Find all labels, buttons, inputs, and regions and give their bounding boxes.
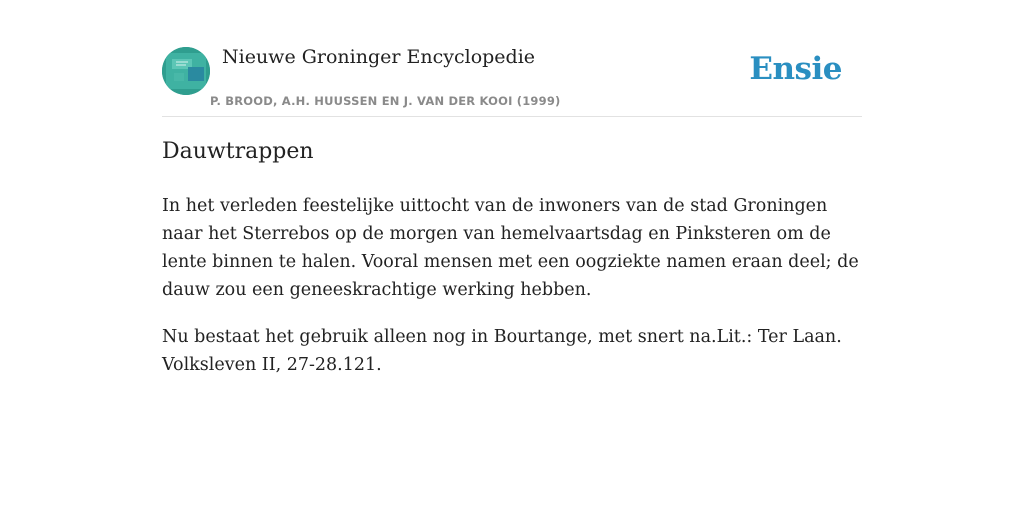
source-header (162, 46, 862, 117)
source-title[interactable]: Nieuwe Groninger Encyclopedie (222, 46, 536, 68)
book-cover-icon (162, 47, 210, 95)
entry-title: Dauwtrappen (162, 139, 314, 164)
entry-paragraph: In het verleden feestelijke uittocht van de inwoners van de stad Groningen naar het Sterrebos op de morgen van hemelvaartsdag en Pinksteren om de lente binnen te halen. Vooral mensen met een oogziekte namen eraan deel; de dauw zou een geneeskrachtige werking hebben. (162, 196, 859, 300)
ensie-logo-link[interactable]: Ensie (749, 51, 842, 87)
source-authors: P. BROOD, A.H. HUUSSEN EN J. VAN DER KOOI (1999) (210, 94, 561, 108)
book-cover-avatar[interactable] (162, 47, 210, 95)
entry-paragraph: Nu bestaat het gebruik alleen nog in Bourtange, met snert na.Lit.: Ter Laan. Volksleven II, 27-28.121. (162, 327, 842, 375)
entry-body (162, 192, 862, 398)
